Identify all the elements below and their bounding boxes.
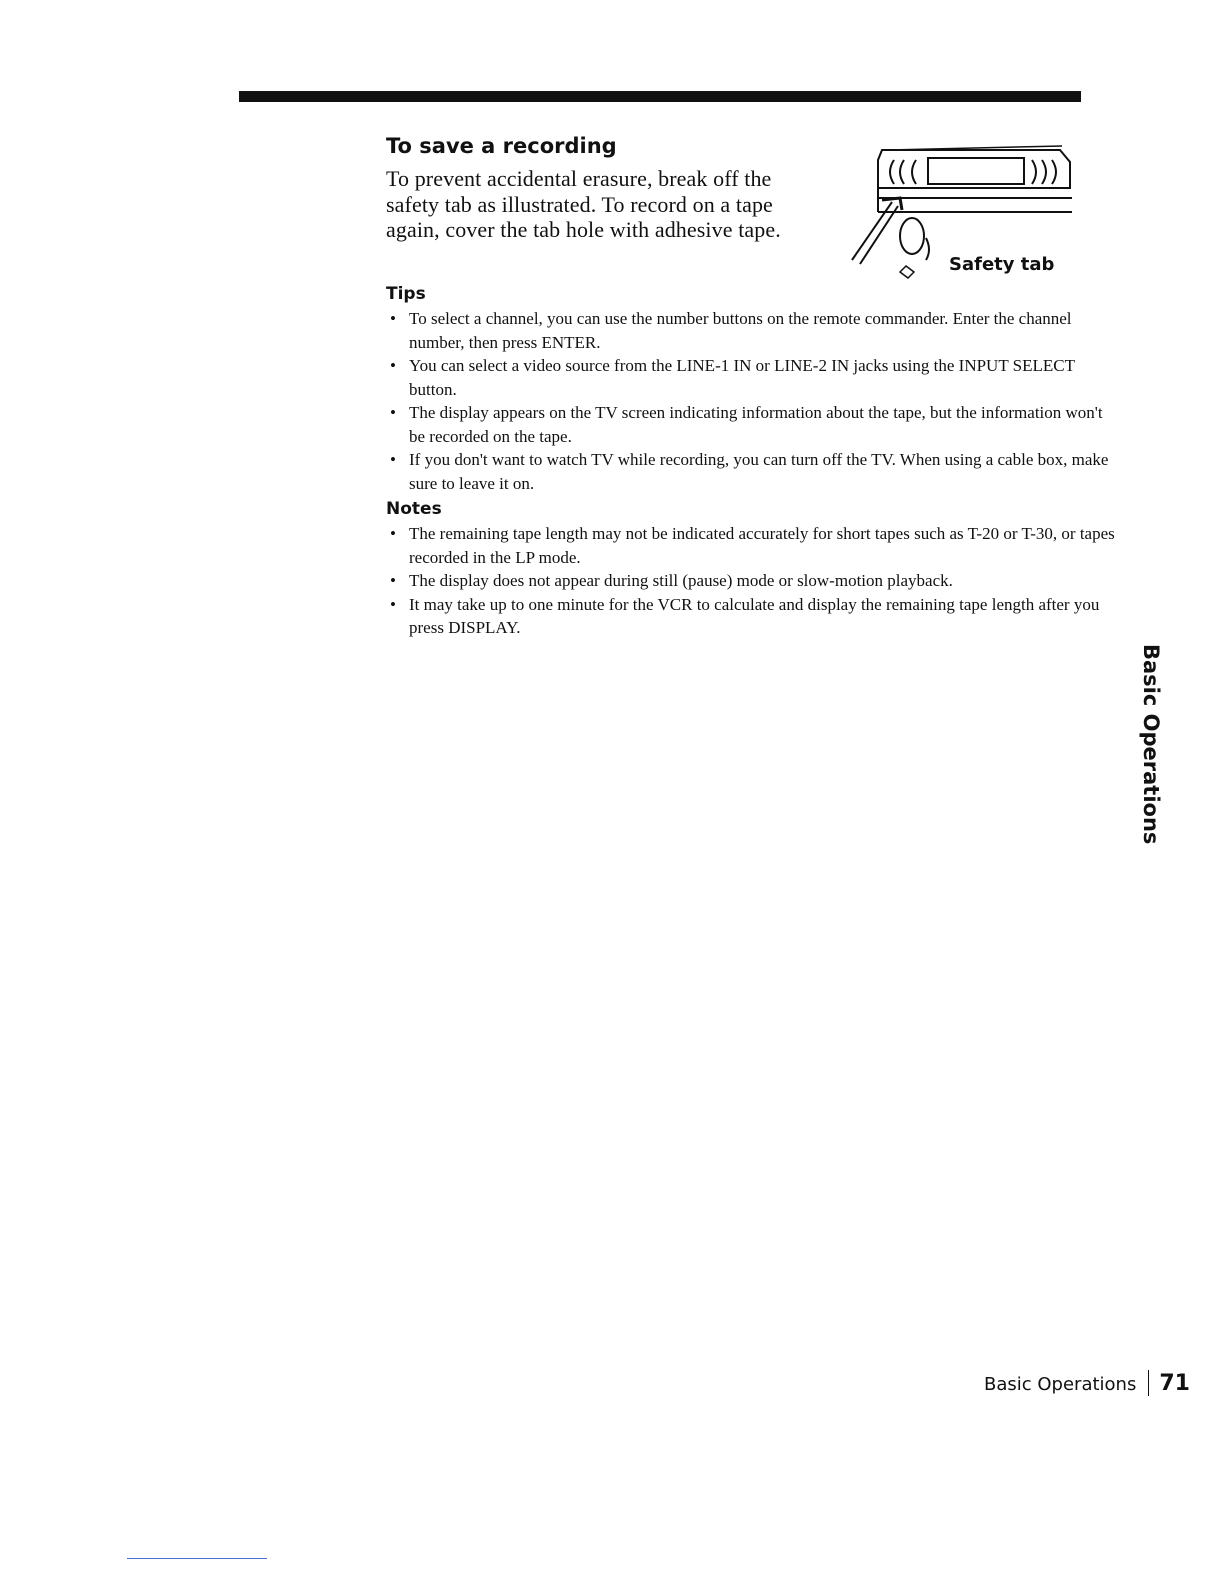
- page-footer: [984, 1370, 1190, 1396]
- list-item: • You can select a video source from the LINE-1 IN or LINE-2 IN jacks using the INPUT SELECT button.: [386, 354, 1116, 401]
- list-item: • To select a channel, you can use the number buttons on the remote commander. Enter the channel number, then press ENTER.: [386, 307, 1116, 354]
- list-item: • If you don't want to watch TV while recording, you can turn off the TV. When using a cable box, make sure to leave it on.: [386, 448, 1116, 495]
- section-heading: To save a recording: [386, 134, 617, 158]
- notes-list: [386, 522, 1116, 640]
- header-rule: [239, 91, 1081, 102]
- section-side-tab: Basic Operations: [1139, 644, 1163, 845]
- footer-divider: [1148, 1370, 1149, 1396]
- list-item: • It may take up to one minute for the VCR to calculate and display the remaining tape length after you press DISPLAY.: [386, 593, 1116, 640]
- safety-tab-label: Safety tab: [949, 254, 1055, 275]
- page-number: 71: [1159, 1371, 1190, 1396]
- footer-section-title: Basic Operations: [984, 1374, 1137, 1395]
- tips-heading: Tips: [386, 284, 426, 304]
- list-item: • The remaining tape length may not be indicated accurately for short tapes such as T-20 or T-30, or tapes recorded in the LP mode.: [386, 522, 1116, 569]
- tips-list: [386, 307, 1116, 495]
- scan-edge-line: [127, 1558, 267, 1559]
- notes-heading: Notes: [386, 499, 442, 519]
- list-item: • The display appears on the TV screen indicating information about the tape, but the information won't be recorded on the tape.: [386, 401, 1116, 448]
- list-item: • The display does not appear during still (pause) mode or slow-motion playback.: [386, 569, 1116, 593]
- section-body: To prevent accidental erasure, break off the safety tab as illustrated. To record on a tape again, cover the tab hole with adhesive tape.: [386, 166, 781, 242]
